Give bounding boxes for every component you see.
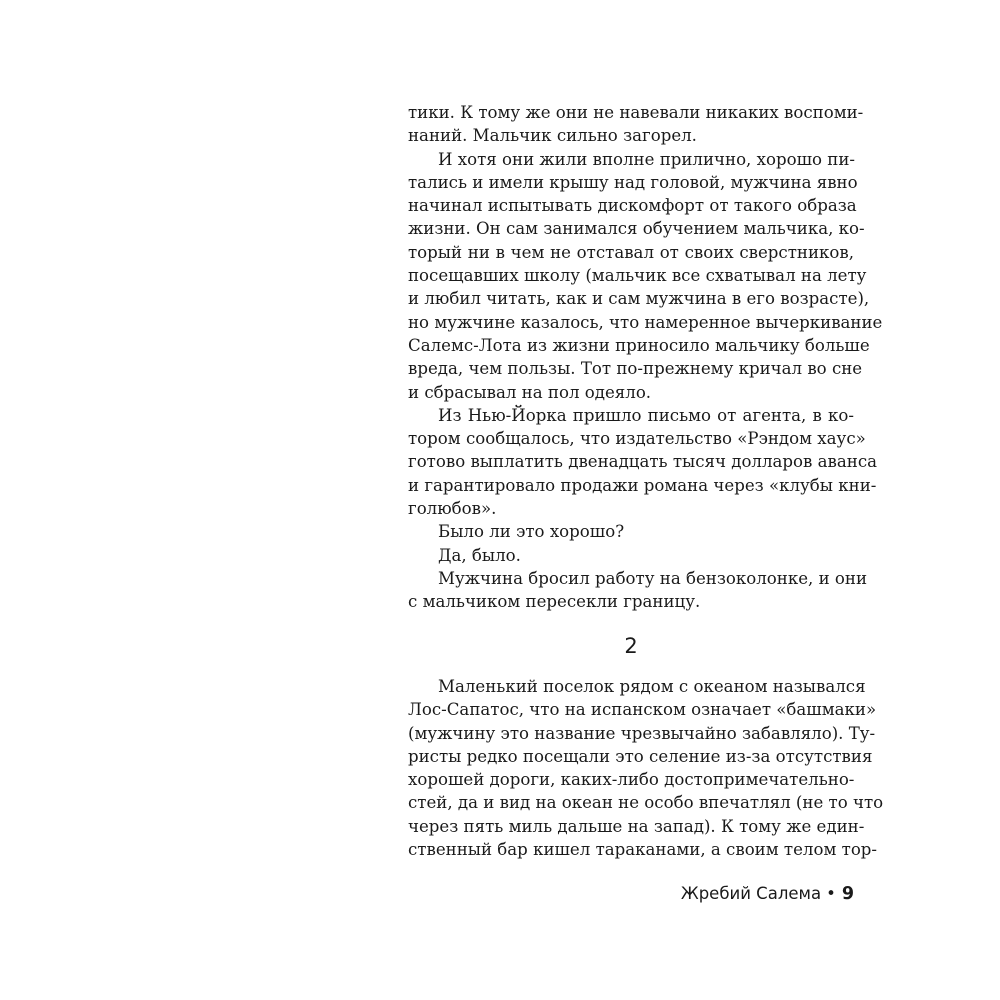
text-line: но мужчине казалось, что намеренное вычеркивание xyxy=(408,312,883,332)
text-line: через пять миль дальше на запад). К тому же един- xyxy=(408,816,865,836)
text-line: хорошей дороги, каких-либо достопримечательно- xyxy=(408,770,855,790)
text-line: Было ли это хорошо? xyxy=(438,522,625,542)
text-line: торый ни в чем не отставал от своих сверстников, xyxy=(408,242,854,262)
text-line: Да, было. xyxy=(438,545,521,565)
text-line: Лос-Сапатос, что на испанском означает «башмаки» xyxy=(408,700,877,720)
text-line: и сбрасывал на пол одеяло. xyxy=(408,382,652,402)
text-line: ристы редко посещали это селение из-за отсутствия xyxy=(408,746,873,766)
text-line: жизни. Он сам занимался обучением мальчика, ко- xyxy=(408,219,865,239)
text-line: начинал испытывать дискомфорт от такого образа xyxy=(408,196,857,216)
text-line: посещавших школу (мальчик все схватывал на лету xyxy=(408,266,867,286)
text-line: тики. К тому же они не навевали никаких воспоми- xyxy=(408,103,864,122)
text-line: Из Нью-Йорка пришло письмо от агента, в ко- xyxy=(438,405,854,425)
page-number: 9 xyxy=(841,884,854,904)
running-title: Жребий Салема xyxy=(680,884,822,903)
text-line: И хотя они жили вполне прилично, хорошо пи- xyxy=(438,149,855,169)
page-footer xyxy=(408,882,854,906)
text-line: и гарантировало продажи романа через «клубы кни- xyxy=(408,475,877,495)
text-line: Мужчина бросил работу на бензоколонке, и они xyxy=(438,568,868,588)
text-line: тались и имели крышу над головой, мужчина явно xyxy=(408,172,858,192)
text-section-top xyxy=(408,101,883,614)
text-line: вреда, чем пользы. Тот по-прежнему кричал во сне xyxy=(408,359,863,379)
text-line: ственный бар кишел тараканами, а своим телом тор- xyxy=(408,840,878,860)
chapter-number: 2 xyxy=(624,634,638,658)
text-line: и любил читать, как и сам мужчина в его возрасте), xyxy=(408,289,870,309)
footer-separator: • xyxy=(826,884,836,903)
text-section-bottom xyxy=(408,675,884,861)
text-line: Маленький поселок рядом с океаном назывался xyxy=(438,677,866,696)
text-line: (мужчину это название чрезвычайно забавляло). Ту- xyxy=(408,723,876,743)
text-line: готово выплатить двенадцать тысяч долларов аванса xyxy=(408,452,878,472)
text-line: стей, да и вид на океан не особо впечатлял (не то что xyxy=(408,793,884,813)
text-line: с мальчиком пересекли границу. xyxy=(408,592,701,612)
text-line: тором сообщалось, что издательство «Рэндом хаус» xyxy=(408,429,866,449)
text-line: наний. Мальчик сильно загорел. xyxy=(408,126,697,146)
text-line: Салемс-Лота из жизни приносило мальчику больше xyxy=(408,335,870,355)
text-line: голюбов». xyxy=(408,499,497,519)
